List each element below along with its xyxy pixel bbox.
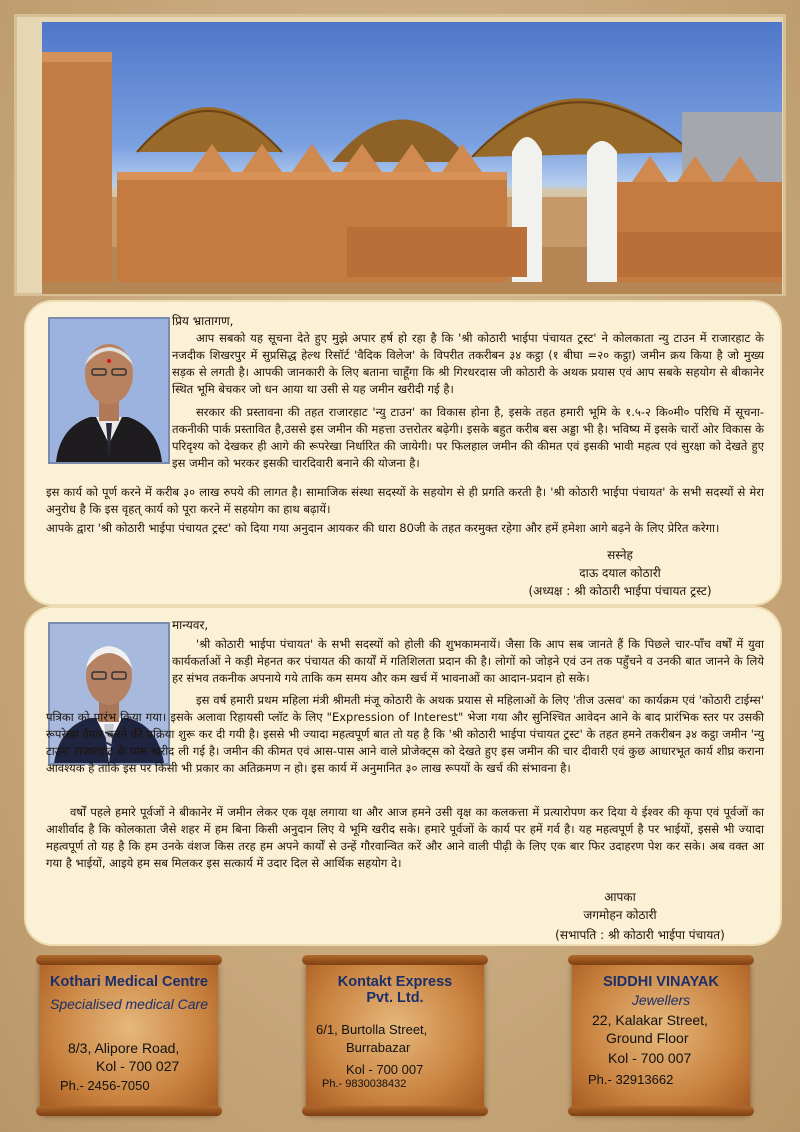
letter1-designation: (अध्यक्ष : श्री कोठारी भाईपा पंचायत ट्रस्ट) (528, 584, 712, 598)
ad-phone: Ph.- 9830038432 (322, 1078, 407, 1090)
ad-address-line-3: Kol - 700 007 (608, 1050, 692, 1066)
ad-address-line-1: 6/1, Burtolla Street, (316, 1022, 428, 1037)
scroll-roll-bottom (568, 1106, 754, 1116)
ad-kothari-medical-centre (40, 958, 218, 1113)
ad-name: Kothari Medical Centre (50, 974, 208, 990)
portrait-president (48, 317, 170, 464)
ad-siddhi-vinayak-jewellers (572, 958, 750, 1113)
letter1-paragraph-3: इस कार्य को पूर्ण करने में करीब ३० लाख रुपये की लागत है। सामाजिक संस्था सदस्यों के सहयोग से ही प्रगति करती है। 'श्री कोठारी भाईपा पंचायत' के सभी सदस्यों से मेरा अनुरोध है कि इस वृहत् कार्य को पूरा करने में सहयोग का हाथ बढ़ायें। (46, 485, 764, 516)
ad-phone: Ph.- 2456-7050 (60, 1078, 150, 1093)
ad-address-line-2: Ground Floor (606, 1030, 689, 1046)
letter2-designation: (सभापति : श्री कोठारी भाईपा पंचायत) (555, 928, 725, 942)
scroll-roll-top (568, 955, 754, 965)
letter1-paragraph-4: आपके द्वारा 'श्री कोठारी भाईपा पंचायत ट्रस्ट' को दिया गया अनुदान आयकर की धारा 80जी के तहत करमुक्त रहेगा और हमें हमेशा आगे बढ़ने के लिए प्रेरित करेगा। (46, 521, 720, 535)
letter1-paragraph-1: आप सबको यह सूचना देते हुए मुझे अपार हर्ष हो रहा है कि 'श्री कोठारी भाईपा पंचायत ट्रस्ट' ने कोलकाता न्यु टाउन में राजारहाट के नजदीक शिखरपुर में सुप्रसिद्ध हेल्थ रिसॉर्ट 'वैदिक विलेज' के विपरीत तकरीबन ३४ कट्ठा (१ बीघा =२० कट्ठा) जमीन क्रय किया है जो मुख्य सड़क से लगती है। आपकी जानकारी के लिए बताना चाहूँगा कि श्री गिरधरदास जी कोठारी के अथक प्रयास एवं आप सबके सहयोग से बीकानेर स्थित भूमि बेचकर जो धन आया था उसी से यह जमीन खरीदी गई है। (172, 331, 764, 396)
letter1-paragraph-2: सरकार की प्रस्तावना की तहत राजारहाट 'न्यु टाउन' का विकास होना है, इसके तहत हमारी भूमि के १.५-२ कि०मी० परिधि में सूचना-तकनीकी पार्क प्रस्तावित है,उससे इस जमीन की महत्ता उत्तरोतर बढ़ेगी। इसके बहुत करीब बस अड्डा भी है। भविष्य में इसके चारों ओर विकास के परिदृश्य को देखकर ही आगे की रूपरेखा निर्धारित की जायेगी। पर फिलहाल जमीन की कीमत एवं इसकी भावी महत्व एवं सुरक्षा को देखते हुए इस जमीन को भरकर इसकी चारदिवारी बनाने की योजना है। (172, 405, 764, 470)
person-photo-icon (50, 319, 168, 462)
ad-address-line-3: Kol - 700 007 (346, 1062, 424, 1077)
scroll-roll-top (36, 955, 222, 965)
ad-name: Kontakt Express Pvt. Ltd. (337, 974, 453, 1006)
letter2-paragraph-3: वर्षों पहले हमारे पूर्वजों ने बीकानेर में जमीन लेकर एक वृक्ष लगाया था और आज हमने उसी वृक्ष का कलकत्ता में प्रत्यारोपण कर दिया ये ईश्वर की कृपा एवं पूर्वजों का आशीर्वाद है कि कोलकाता जैसे शहर में हम बिना किसी अनुदान लिए ये भूमि खरीद सके। हमारे पूर्वजों के कार्य पर हमें गर्व है। यह महत्वपूर्ण है पर भाईयों, इससे भी ज्यादा महत्वपूर्ण तो यह है कि हम उनके वंशज किस तरह हम अपने कार्यों से उन्हें गौरवान्वित करें और आने वाली पीढ़ी के लिए एक बार फिर उदाहरण पेश कर सके। अब वक्त आ गया है भाईयों, आइये हम सब मिलकर इस सत्कार्य में उदार दिल से आर्थिक सहयोग दे। (46, 805, 764, 870)
letter1-signer: दाऊ दयाल कोठारी (579, 566, 661, 580)
scroll-roll-top (302, 955, 488, 965)
letter2-signer: जगमोहन कोठारी (583, 908, 657, 922)
ad-phone: Ph.- 32913662 (588, 1072, 674, 1087)
ad-address-line-2: Kol - 700 027 (96, 1058, 180, 1074)
ad-subtitle: Specialised medical Care (50, 996, 208, 1012)
letter1-closing: सस्नेह (607, 548, 633, 562)
ad-name: SIDDHI VINAYAK (603, 974, 719, 990)
ad-address-line-2: Burrabazar (346, 1040, 411, 1055)
letter2-closing: आपका (604, 890, 636, 904)
ad-address-line-1: 22, Kalakar Street, (592, 1012, 708, 1028)
header-photo-frame (14, 14, 786, 296)
desert-village-illustration (42, 22, 782, 294)
letter2-paragraph-1: 'श्री कोठारी भाईपा पंचायत' के सभी सदस्यों को होली की शुभकामनायें। जैसा कि आप सब जानते हैं कि पिछले चार-पाँच वर्षों में युवा कार्यकर्ताओं ने कड़ी मेहनत कर पंचायत की कार्यों में गतिशिलता प्रदान की है। लोगों को जोड़ने एवं उन तक पहुँचने व उनकी बात जानने के लिये हर संभव तकनीक अपनाये गये ताकि कम समय और कम खर्च में भावनाओं का आदान-प्रदान हो सके। (172, 637, 764, 685)
desert-village-photo (42, 22, 782, 294)
ad-address-line-1: 8/3, Alipore Road, (68, 1040, 180, 1056)
scroll-roll-bottom (36, 1106, 222, 1116)
letter2-salutation: मान्यवर, (172, 618, 209, 632)
ad-subtitle: Jewellers (631, 992, 691, 1008)
letter1-salutation: प्रिय भ्रातागण, (172, 314, 234, 328)
scroll-roll-bottom (302, 1106, 488, 1116)
ad-kontakt-express (306, 958, 484, 1113)
letter2-paragraph-2: इस वर्ष हमारी प्रथम महिला मंत्री श्रीमती मंजू कोठारी के अथक प्रयास से महिलाओं के लिए 'तीज उत्सव' का कार्यक्रम एवं 'कोठारी टाईम्स' पत्रिका को प्रारंभ किया गया। इसके अलावा रिहायसी प्लॉट के लिए "Expression of Interest" भेजा गया और सुनिश्चित आवेदन आने के बाद प्रारंभिक स्तर पर उसकी रूपरेखा तैयार करने की प्रक्रिया शुरू कर दी गयी है। इससे भी ज्यादा महत्वपूर्ण बात तो यह है कि 'श्री कोठारी भाईपा पंचायत ट्रस्ट' के तहत हमने तकरीबन ३४ कट्ठा जमीन 'न्यु टाउन' राजारहाट के पास खरीद ली गई है। जमीन की कीमत एवं आस-पास आने वाले प्रोजेक्ट्स को देखते हुए इस जमीन की चार दीवारी एवं कुछ आधारभूत कार्य शीघ्र कराना आवश्यक है ताकि इस पर किसी भी प्रकार का अतिक्रमण न हो। इस कार्य में अनुमानित ३० लाख रूपयों के खर्च की संभावना है। (46, 693, 764, 775)
